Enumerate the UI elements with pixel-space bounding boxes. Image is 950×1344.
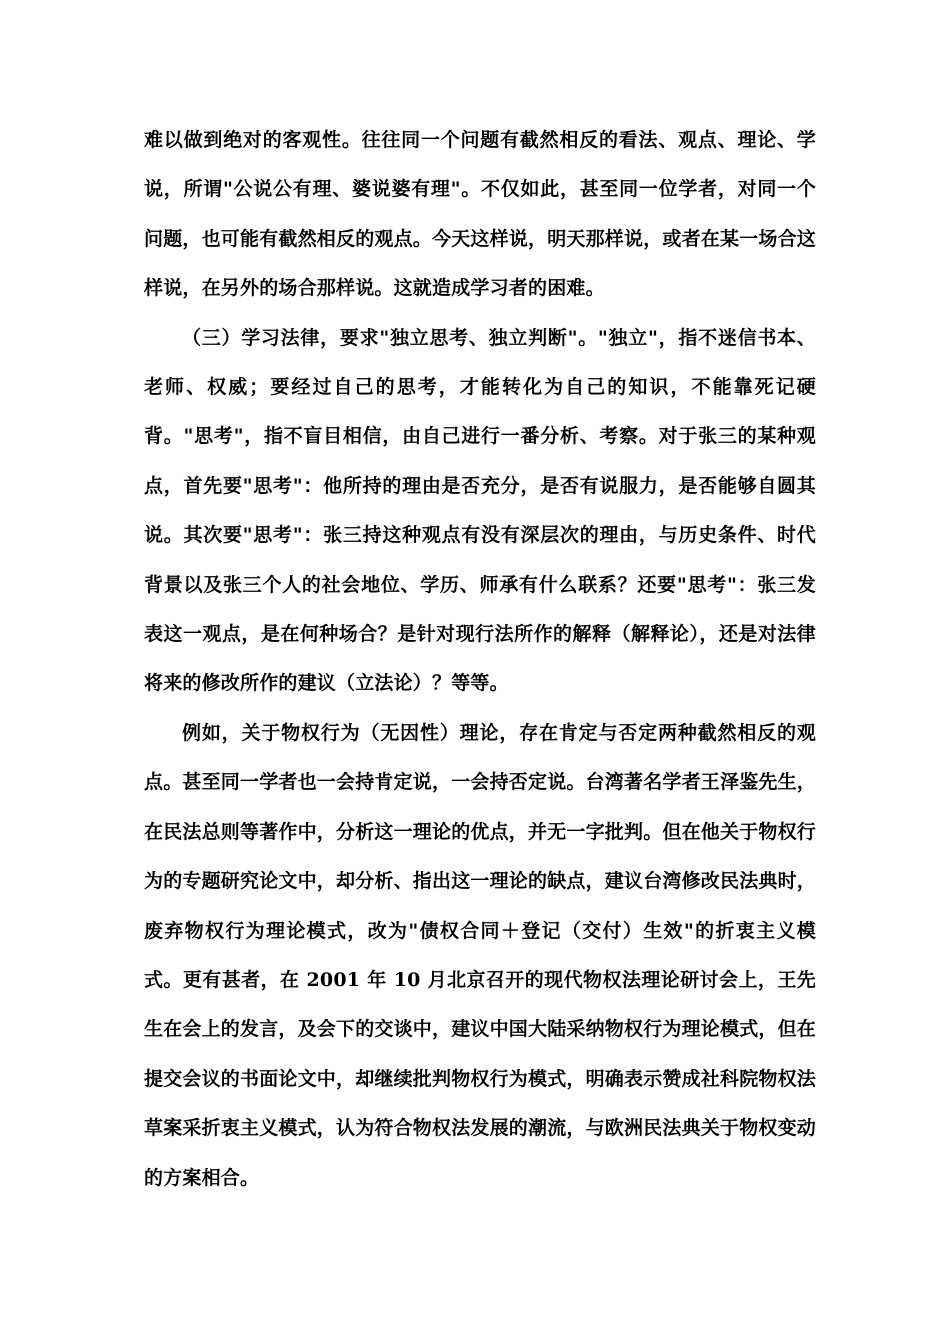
paragraph-1: 难以做到绝对的客观性。往往同一个问题有截然相反的看法、观点、理论、学说，所谓"公说公有理、婆说婆有理"。不仅如此，甚至同一位学者，对同一个问题，也可能有截然相反的观点。今天这样说，明天那样说，或者在某一场合这样说，在另外的场合那样说。这就造成学习者的困难。 xyxy=(144,129,817,300)
paragraph-3: 例如，关于物权行为（无因性）理论，存在肯定与否定两种截然相反的观点。甚至同一学者也一会持肯定说，一会持否定说。台湾著名学者王泽鉴先生，在民法总则等著作中，分析这一理论的优点，并无一字批判。但在他关于物权行为的专题研究论文中，却分析、指出这一理论的缺点，建议台湾修改民法典时，废弃物权行为理论模式，改为"债权合同＋登记（交付）生效"的折衷主义模式。更有甚者，在 2001 年 10 月北京召开的现代物权法理论研讨会上，王先生在会上的发言，及会下的交谈中，建议中国大陆采纳物权行为理论模式，但在提交会议的书面论文中，却继续批判物权行为模式，明确表示赞成社科院物权法草案采折衷主义模式，认为符合物权法发展的潮流，与欧洲民法典关于物权变动的方案相合。 xyxy=(144,721,817,1189)
document-body xyxy=(144,116,816,1203)
paragraph-2: （三）学习法律，要求"独立思考、独立判断"。"独立"，指不迷信书本、老师、权威；要经过自己的思考，才能转化为自己的知识，不能靠死记硬背。"思考"，指不盲目相信，由自己进行一番分析、考察。对于张三的某种观点，首先要"思考"：他所持的理由是否充分，是否有说服力，是否能够自圆其说。其次要"思考"：张三持这种观点有没有深层次的理由，与历史条件、时代背景以及张三个人的社会地位、学历、师承有什么联系？还要"思考"：张三发表这一观点，是在何种场合？是针对现行法所作的解释（解释论），还是对法律将来的修改所作的建议（立法论）？等等。 xyxy=(144,326,816,695)
